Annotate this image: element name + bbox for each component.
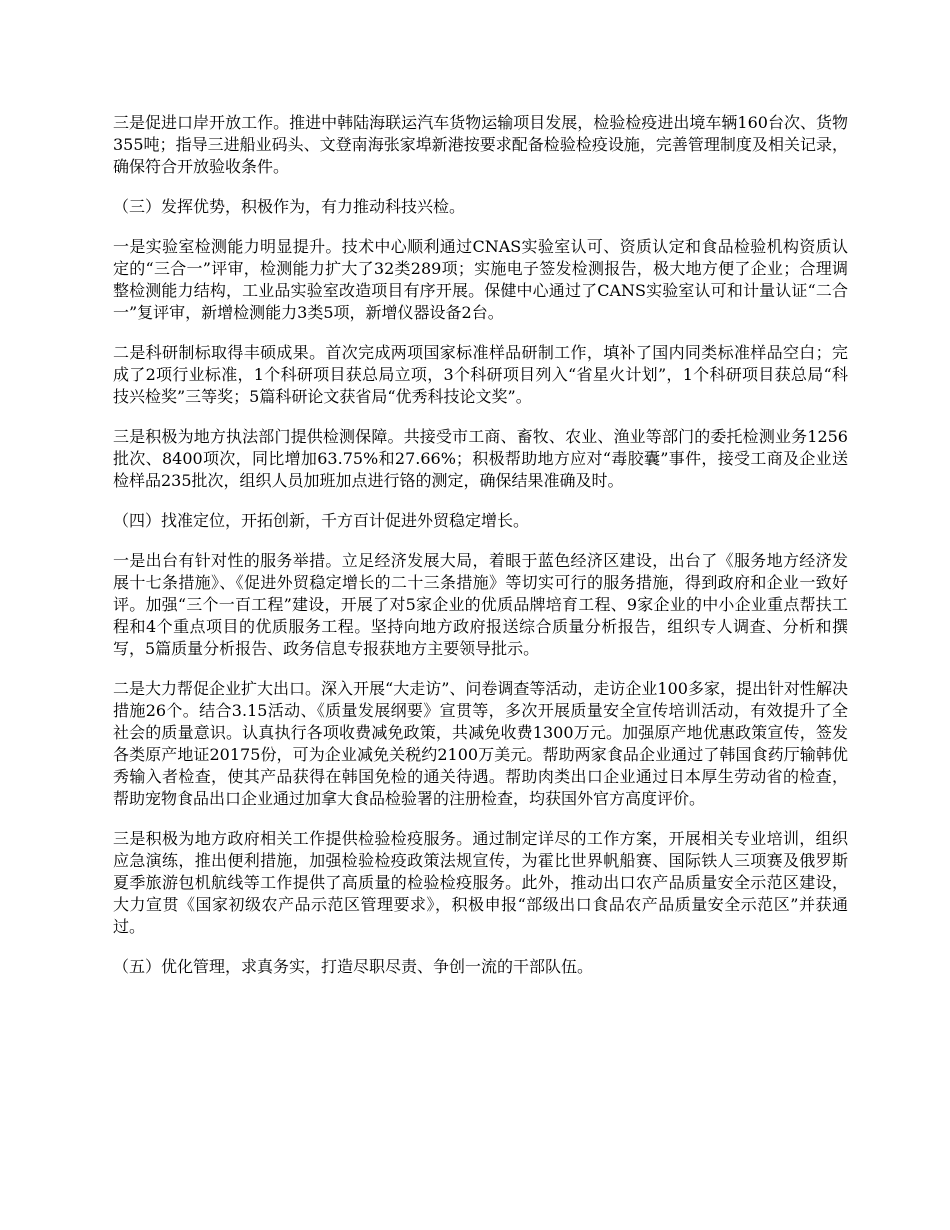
- paragraph-research-standards: 二是科研制标取得丰硕成果。首次完成两项国家标准样品研制工作，填补了国内同类标准样品空白；完成了2项行业标准，1个科研项目获总局立项，3个科研项目列入“省星火计划”，1个科研项目获总局“科技兴检奖”三等奖；5篇科研论文获省局“优秀科技论文奖”。: [113, 343, 848, 406]
- document-body: [113, 112, 848, 996]
- section-heading-4: （四）找准定位，开拓创新，千方百计促进外贸稳定增长。: [113, 511, 530, 530]
- paragraph-lab-capability: 一是实验室检测能力明显提升。技术中心顺利通过CNAS实验室认可、资质认定和食品检验机构资质认定的“三合一”评审，检测能力扩大了32类289项；实施电子签发检测报告，极大地方便了企业；合理调整检测能力结构，工业品实验室改造项目有序开展。保健中心通过了CANS实验室认可和计量认证“二合一”复评审，新增检测能力3类5项，新增仪器设备2台。: [113, 237, 848, 322]
- paragraph-service-measures: 一是出台有针对性的服务举措。立足经济发展大局，着眼于蓝色经济区建设，出台了《服务地方经济发展十七条措施》、《促进外贸稳定增长的二十三条措施》等切实可行的服务措施，得到政府和企业一致好评。加强“三个一百工程”建设，开展了对5家企业的优质品牌培育工程、9家企业的中小企业重点帮扶工程和4个重点项目的优质服务工程。坚持向地方政府报送综合质量分析报告，组织专人调查、分析和撰写，5篇质量分析报告、政务信息专报获地方主要领导批示。: [113, 551, 848, 658]
- section-heading-3: （三）发挥优势，积极作为，有力推动科技兴检。: [113, 197, 466, 216]
- section-heading-5: （五）优化管理，求真务实，打造尽职尽责、争创一流的干部队伍。: [113, 957, 594, 976]
- paragraph-export-support: 二是大力帮促企业扩大出口。深入开展“大走访”、问卷调查等活动，走访企业100多家，提出针对性解决措施26个。结合3.15活动、《质量发展纲要》宣贯等，多次开展质量安全宣传培训活动，有效提升了全社会的质量意识。认真执行各项收费减免政策，共减免收费1300万元。加强原产地优惠政策宣传，签发各类原产地证20175份，可为企业减免关税约2100万美元。帮助两家食品企业通过了韩国食药厅输韩优秀输入者检查，使其产品获得在韩国免检的通关待遇。帮助肉类出口企业通过日本厚生劳动省的检查，帮助宠物食品出口企业通过加拿大食品检验署的注册检查，均获国外官方高度评价。: [113, 679, 848, 808]
- paragraph-law-enforcement-support: 三是积极为地方执法部门提供检测保障。共接受市工商、畜牧、农业、渔业等部门的委托检测业务1256批次、8400项次，同比增加63.75%和27.66%；积极帮助地方应对“毒胶囊”事件，接受工商及企业送检样品235批次，组织人员加班加点进行铬的测定，确保结果准确及时。: [113, 427, 848, 490]
- paragraph-government-services: 三是积极为地方政府相关工作提供检验检疫服务。通过制定详尽的工作方案，开展相关专业培训，组织应急演练，推出便利措施，加强检验检疫政策法规宣传，为霍比世界帆船赛、国际铁人三项赛及俄罗斯夏季旅游包机航线等工作提供了高质量的检验检疫服务。此外，推动出口农产品质量安全示范区建设，大力宣贯《国家初级农产品示范区管理要求》，积极申报“部级出口食品农产品质量安全示范区”并获通过。: [113, 829, 848, 936]
- paragraph-port-opening: 三是促进口岸开放工作。推进中韩陆海联运汽车货物运输项目发展，检验检疫进出境车辆160台次、货物355吨；指导三进船业码头、文登南海张家埠新港按要求配备检验检疫设施，完善管理制度及相关记录，确保符合开放验收条件。: [113, 113, 848, 176]
